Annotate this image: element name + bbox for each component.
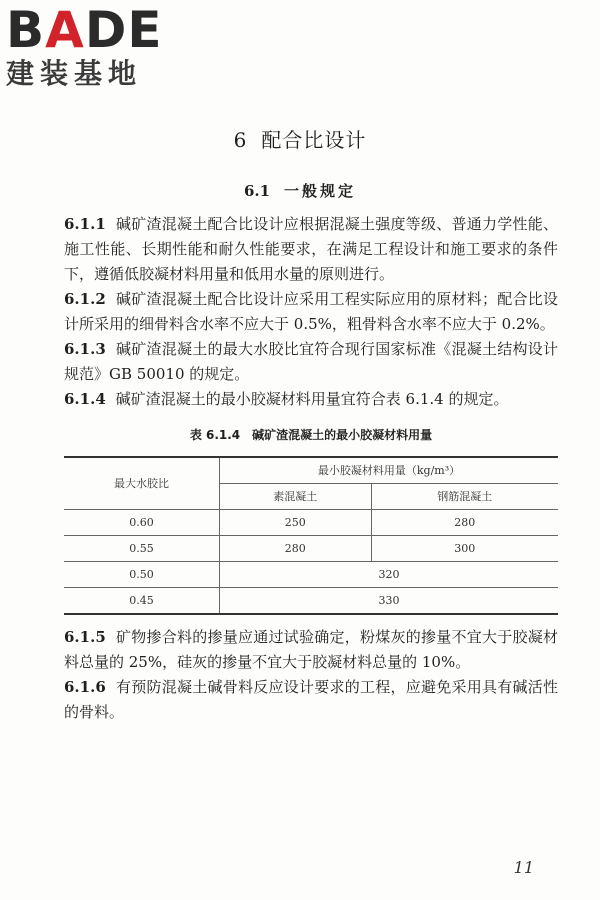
cell-ratio: 0.55	[64, 536, 220, 562]
clause-number: 6.1.5	[64, 628, 106, 646]
table-row	[64, 510, 558, 536]
cell-merged-value: 320	[220, 562, 559, 588]
table-caption	[64, 423, 558, 448]
chapter-number: 6	[233, 128, 248, 152]
chapter-name: 配合比设计	[261, 128, 367, 152]
cell-plain: 250	[220, 510, 372, 536]
min-binder-table	[64, 456, 558, 615]
page-number: 11	[513, 858, 534, 877]
section-name: 一般规定	[284, 182, 357, 200]
clause-6-1-3	[64, 337, 558, 387]
clause-6-1-1	[64, 212, 558, 287]
table-title: 碱矿渣混凝土的最小胶凝材料用量	[252, 428, 433, 442]
logo-letter-a: A	[45, 1, 85, 59]
logo-letter-b: B	[6, 1, 46, 59]
cell-ratio: 0.60	[64, 510, 220, 536]
table-row	[64, 588, 558, 615]
cell-ratio: 0.50	[64, 562, 220, 588]
header-reinforced-concrete: 钢筋混凝土	[371, 484, 558, 510]
document-body	[64, 212, 558, 725]
clause-text: 碱矿渣混凝土配合比设计应采用工程实际应用的原材料；配合比设计所采用的细骨料含水率不应大于 0.5%，粗骨料含水率不应大于 0.2%。	[64, 290, 558, 333]
table-number: 表 6.1.4	[189, 428, 241, 442]
clause-number: 6.1.2	[64, 290, 106, 308]
section-number: 6.1	[243, 182, 271, 200]
cell-plain: 280	[220, 536, 372, 562]
header-max-wb-ratio: 最大水胶比	[64, 457, 220, 510]
table-row	[64, 562, 558, 588]
cell-reinforced: 280	[371, 510, 558, 536]
cell-ratio: 0.45	[64, 588, 220, 615]
table-header-row	[64, 457, 558, 484]
clause-number: 6.1.1	[64, 215, 106, 233]
section-title	[0, 180, 600, 201]
brand-logo	[6, 1, 163, 90]
cell-merged-value: 330	[220, 588, 559, 615]
clause-6-1-6	[64, 675, 558, 725]
clause-text: 碱矿渣混凝土的最大水胶比宜符合现行国家标准《混凝土结构设计规范》GB 50010 的规定。	[64, 340, 558, 383]
clause-text: 矿物掺合料的掺量应通过试验确定，粉煤灰的掺量不宜大于胶凝材料总量的 25%，硅灰的掺量不宜大于胶凝材料总量的 10%。	[64, 628, 558, 671]
clause-text: 有预防混凝土碱骨料反应设计要求的工程，应避免采用具有碱活性的骨料。	[64, 678, 558, 721]
clause-6-1-4	[64, 387, 558, 412]
clause-number: 6.1.3	[64, 340, 106, 358]
header-plain-concrete: 素混凝土	[220, 484, 372, 510]
header-min-binder-group: 最小胶凝材料用量（kg/m³）	[220, 457, 559, 484]
clause-number: 6.1.4	[64, 390, 106, 408]
logo-subtitle: 建装基地	[6, 57, 143, 90]
logo-letters-de: DE	[84, 1, 163, 59]
logo-wordmark	[6, 1, 163, 59]
clause-6-1-2	[64, 287, 558, 337]
clause-6-1-5	[64, 625, 558, 675]
chapter-title	[0, 124, 600, 153]
table-row	[64, 536, 558, 562]
clause-text: 碱矿渣混凝土的最小胶凝材料用量宜符合表 6.1.4 的规定。	[115, 390, 509, 408]
cell-reinforced: 300	[371, 536, 558, 562]
clause-text: 碱矿渣混凝土配合比设计应根据混凝土强度等级、普通力学性能、施工性能、长期性能和耐久性能要求，在满足工程设计和施工要求的条件下，遵循低胶凝材料用量和低用水量的原则进行。	[64, 215, 558, 283]
clause-number: 6.1.6	[64, 678, 106, 696]
